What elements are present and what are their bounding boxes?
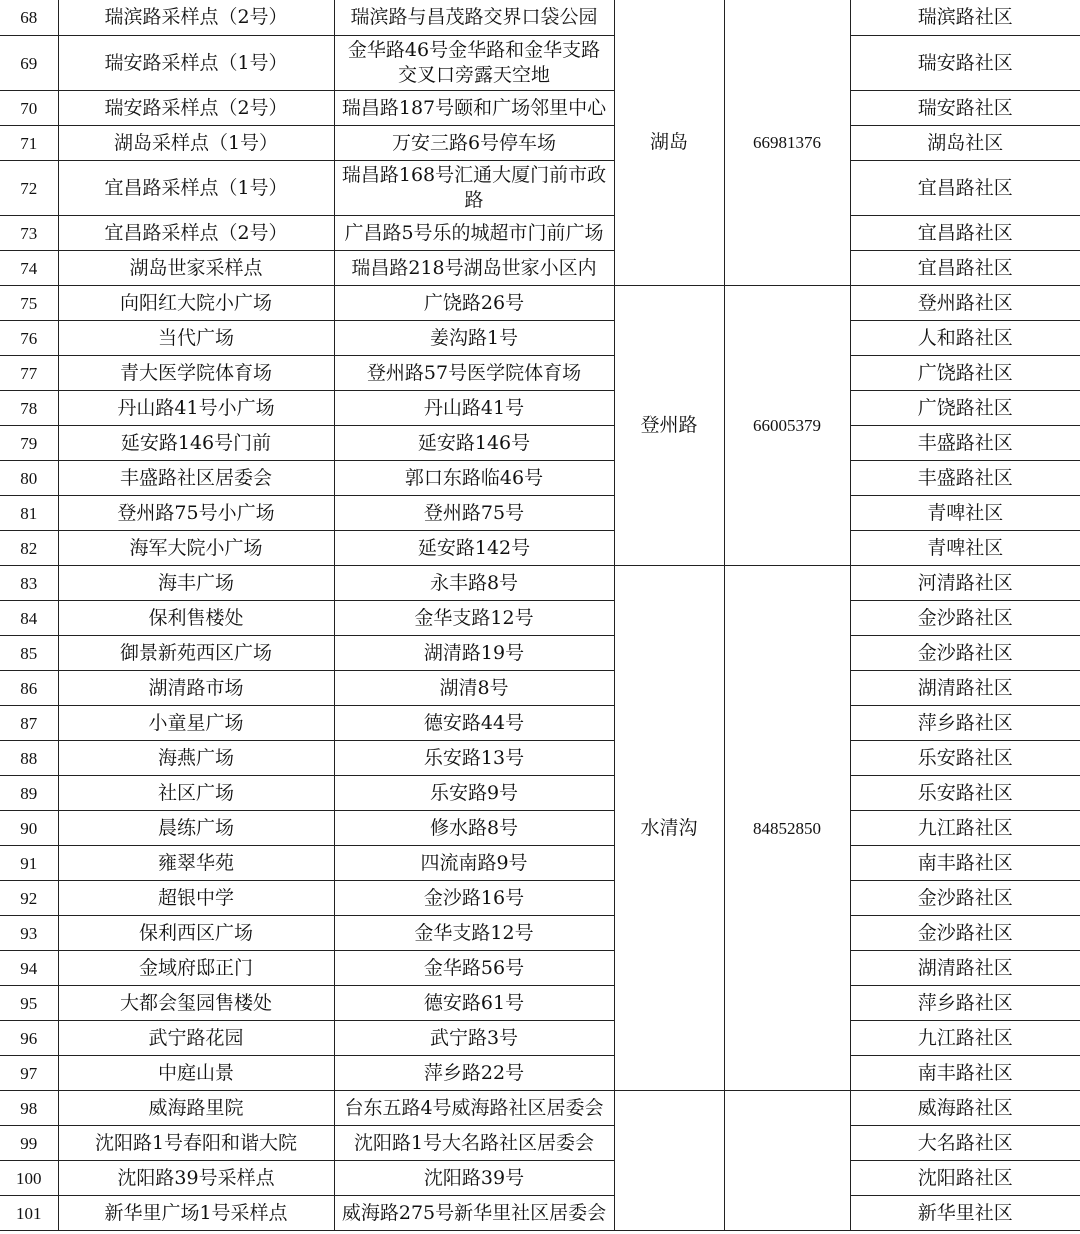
- site-name-cell: 海丰广场: [58, 566, 334, 601]
- table-row: [0, 251, 1080, 286]
- site-address-cell: 金华路46号金华路和金华支路交叉口旁露天空地: [334, 36, 614, 91]
- site-name-cell: 瑞滨路采样点（2号）: [58, 0, 334, 36]
- table-row: [0, 91, 1080, 126]
- row-number-cell: 88: [0, 741, 58, 776]
- community-cell: 丰盛路社区: [850, 426, 1080, 461]
- site-name-cell: 保利西区广场: [58, 916, 334, 951]
- site-address-cell: 登州路75号: [334, 496, 614, 531]
- table-row: [0, 986, 1080, 1021]
- community-cell: 南丰路社区: [850, 1056, 1080, 1091]
- table-row: [0, 426, 1080, 461]
- site-address-cell: 湖清路19号: [334, 636, 614, 671]
- table-row: [0, 566, 1080, 601]
- site-address-cell: 德安路61号: [334, 986, 614, 1021]
- row-number-cell: 80: [0, 461, 58, 496]
- table-row: [0, 1091, 1080, 1126]
- community-cell: 瑞安路社区: [850, 36, 1080, 91]
- table-row: [0, 286, 1080, 321]
- row-number-cell: 77: [0, 356, 58, 391]
- table-row: [0, 1056, 1080, 1091]
- table-row: [0, 881, 1080, 916]
- community-cell: 金沙路社区: [850, 636, 1080, 671]
- table-row: [0, 356, 1080, 391]
- site-address-cell: 瑞昌路218号湖岛世家小区内: [334, 251, 614, 286]
- street-cell: 湖岛: [614, 0, 724, 286]
- table-row: [0, 1126, 1080, 1161]
- row-number-cell: 92: [0, 881, 58, 916]
- row-number-cell: 84: [0, 601, 58, 636]
- site-address-cell: 沈阳路1号大名路社区居委会: [334, 1126, 614, 1161]
- community-cell: 九江路社区: [850, 1021, 1080, 1056]
- community-cell: 广饶路社区: [850, 356, 1080, 391]
- row-number-cell: 90: [0, 811, 58, 846]
- site-address-cell: 金华支路12号: [334, 601, 614, 636]
- table-row: [0, 1161, 1080, 1196]
- community-cell: 南丰路社区: [850, 846, 1080, 881]
- table-row: [0, 741, 1080, 776]
- phone-cell: 66005379: [724, 286, 850, 566]
- site-address-cell: 金华路56号: [334, 951, 614, 986]
- site-address-cell: 万安三路6号停车场: [334, 126, 614, 161]
- site-name-cell: 青大医学院体育场: [58, 356, 334, 391]
- community-cell: 广饶路社区: [850, 391, 1080, 426]
- site-name-cell: 当代广场: [58, 321, 334, 356]
- row-number-cell: 83: [0, 566, 58, 601]
- site-address-cell: 丹山路41号: [334, 391, 614, 426]
- row-number-cell: 91: [0, 846, 58, 881]
- site-name-cell: 大都会玺园售楼处: [58, 986, 334, 1021]
- table-row: [0, 321, 1080, 356]
- table-row: [0, 1196, 1080, 1231]
- table-row: [0, 601, 1080, 636]
- community-cell: 湖岛社区: [850, 126, 1080, 161]
- table-row: [0, 531, 1080, 566]
- table-row: [0, 161, 1080, 216]
- table-row: [0, 846, 1080, 881]
- table-row: [0, 461, 1080, 496]
- table-row: [0, 391, 1080, 426]
- community-cell: 宜昌路社区: [850, 251, 1080, 286]
- community-cell: 金沙路社区: [850, 601, 1080, 636]
- row-number-cell: 68: [0, 0, 58, 36]
- site-name-cell: 湖岛采样点（1号）: [58, 126, 334, 161]
- table-row: [0, 636, 1080, 671]
- community-cell: 登州路社区: [850, 286, 1080, 321]
- site-name-cell: 御景新苑西区广场: [58, 636, 334, 671]
- row-number-cell: 93: [0, 916, 58, 951]
- table-row: [0, 951, 1080, 986]
- community-cell: 湖清路社区: [850, 951, 1080, 986]
- site-address-cell: 德安路44号: [334, 706, 614, 741]
- row-number-cell: 101: [0, 1196, 58, 1231]
- row-number-cell: 89: [0, 776, 58, 811]
- site-name-cell: 瑞安路采样点（1号）: [58, 36, 334, 91]
- community-cell: 新华里社区: [850, 1196, 1080, 1231]
- site-address-cell: 金沙路16号: [334, 881, 614, 916]
- site-name-cell: 湖清路市场: [58, 671, 334, 706]
- site-address-cell: 威海路275号新华里社区居委会: [334, 1196, 614, 1231]
- site-address-cell: 郭口东路临46号: [334, 461, 614, 496]
- row-number-cell: 94: [0, 951, 58, 986]
- site-address-cell: 沈阳路39号: [334, 1161, 614, 1196]
- community-cell: 青啤社区: [850, 496, 1080, 531]
- site-address-cell: 延安路142号: [334, 531, 614, 566]
- site-name-cell: 宜昌路采样点（2号）: [58, 216, 334, 251]
- phone-cell: 84852850: [724, 566, 850, 1091]
- community-cell: 湖清路社区: [850, 671, 1080, 706]
- site-address-cell: 瑞滨路与昌茂路交界口袋公园: [334, 0, 614, 36]
- table-row: [0, 776, 1080, 811]
- community-cell: 沈阳路社区: [850, 1161, 1080, 1196]
- site-name-cell: 超银中学: [58, 881, 334, 916]
- site-address-cell: 台东五路4号威海路社区居委会: [334, 1091, 614, 1126]
- site-name-cell: 武宁路花园: [58, 1021, 334, 1056]
- row-number-cell: 99: [0, 1126, 58, 1161]
- site-address-cell: 永丰路8号: [334, 566, 614, 601]
- row-number-cell: 82: [0, 531, 58, 566]
- community-cell: 萍乡路社区: [850, 706, 1080, 741]
- site-address-cell: 广饶路26号: [334, 286, 614, 321]
- site-name-cell: 沈阳路39号采样点: [58, 1161, 334, 1196]
- community-cell: 萍乡路社区: [850, 986, 1080, 1021]
- site-name-cell: 晨练广场: [58, 811, 334, 846]
- site-name-cell: 沈阳路1号春阳和谐大院: [58, 1126, 334, 1161]
- row-number-cell: 100: [0, 1161, 58, 1196]
- table-row: [0, 916, 1080, 951]
- row-number-cell: 69: [0, 36, 58, 91]
- row-number-cell: 98: [0, 1091, 58, 1126]
- community-cell: 丰盛路社区: [850, 461, 1080, 496]
- site-name-cell: 小童星广场: [58, 706, 334, 741]
- row-number-cell: 78: [0, 391, 58, 426]
- site-name-cell: 湖岛世家采样点: [58, 251, 334, 286]
- site-address-cell: 瑞昌路187号颐和广场邻里中心: [334, 91, 614, 126]
- community-cell: 青啤社区: [850, 531, 1080, 566]
- site-name-cell: 宜昌路采样点（1号）: [58, 161, 334, 216]
- street-cell: 登州路: [614, 286, 724, 566]
- row-number-cell: 70: [0, 91, 58, 126]
- site-address-cell: 萍乡路22号: [334, 1056, 614, 1091]
- row-number-cell: 71: [0, 126, 58, 161]
- community-cell: 乐安路社区: [850, 776, 1080, 811]
- community-cell: 大名路社区: [850, 1126, 1080, 1161]
- phone-cell: [724, 1091, 850, 1231]
- community-cell: 宜昌路社区: [850, 216, 1080, 251]
- table-row: [0, 496, 1080, 531]
- row-number-cell: 96: [0, 1021, 58, 1056]
- community-cell: 瑞滨路社区: [850, 0, 1080, 36]
- table-row: [0, 0, 1080, 36]
- site-name-cell: 登州路75号小广场: [58, 496, 334, 531]
- site-name-cell: 威海路里院: [58, 1091, 334, 1126]
- site-name-cell: 新华里广场1号采样点: [58, 1196, 334, 1231]
- site-address-cell: 湖清8号: [334, 671, 614, 706]
- row-number-cell: 95: [0, 986, 58, 1021]
- site-address-cell: 四流南路9号: [334, 846, 614, 881]
- community-cell: 宜昌路社区: [850, 161, 1080, 216]
- table-row: [0, 671, 1080, 706]
- site-address-cell: 瑞昌路168号汇通大厦门前市政路: [334, 161, 614, 216]
- site-address-cell: 登州路57号医学院体育场: [334, 356, 614, 391]
- table-row: [0, 216, 1080, 251]
- site-name-cell: 向阳红大院小广场: [58, 286, 334, 321]
- site-name-cell: 社区广场: [58, 776, 334, 811]
- row-number-cell: 73: [0, 216, 58, 251]
- community-cell: 人和路社区: [850, 321, 1080, 356]
- row-number-cell: 85: [0, 636, 58, 671]
- street-cell: 水清沟: [614, 566, 724, 1091]
- site-name-cell: 海燕广场: [58, 741, 334, 776]
- row-number-cell: 97: [0, 1056, 58, 1091]
- community-cell: 河清路社区: [850, 566, 1080, 601]
- row-number-cell: 76: [0, 321, 58, 356]
- community-cell: 威海路社区: [850, 1091, 1080, 1126]
- site-address-cell: 乐安路13号: [334, 741, 614, 776]
- table-row: [0, 126, 1080, 161]
- site-address-cell: 姜沟路1号: [334, 321, 614, 356]
- row-number-cell: 81: [0, 496, 58, 531]
- community-cell: 乐安路社区: [850, 741, 1080, 776]
- site-address-cell: 修水路8号: [334, 811, 614, 846]
- site-address-cell: 广昌路5号乐的城超市门前广场: [334, 216, 614, 251]
- site-address-cell: 延安路146号: [334, 426, 614, 461]
- row-number-cell: 79: [0, 426, 58, 461]
- community-cell: 金沙路社区: [850, 881, 1080, 916]
- community-cell: 九江路社区: [850, 811, 1080, 846]
- row-number-cell: 87: [0, 706, 58, 741]
- site-address-cell: 金华支路12号: [334, 916, 614, 951]
- row-number-cell: 74: [0, 251, 58, 286]
- row-number-cell: 86: [0, 671, 58, 706]
- row-number-cell: 75: [0, 286, 58, 321]
- site-address-cell: 乐安路9号: [334, 776, 614, 811]
- site-name-cell: 中庭山景: [58, 1056, 334, 1091]
- row-number-cell: 72: [0, 161, 58, 216]
- community-cell: 金沙路社区: [850, 916, 1080, 951]
- phone-cell: 66981376: [724, 0, 850, 286]
- community-cell: 瑞安路社区: [850, 91, 1080, 126]
- table-row: [0, 1021, 1080, 1056]
- site-name-cell: 雍翠华苑: [58, 846, 334, 881]
- site-name-cell: 保利售楼处: [58, 601, 334, 636]
- site-name-cell: 金域府邸正门: [58, 951, 334, 986]
- site-name-cell: 延安路146号门前: [58, 426, 334, 461]
- table-row: [0, 706, 1080, 741]
- site-name-cell: 瑞安路采样点（2号）: [58, 91, 334, 126]
- table-row: [0, 811, 1080, 846]
- site-name-cell: 海军大院小广场: [58, 531, 334, 566]
- table-row: [0, 36, 1080, 91]
- site-name-cell: 丹山路41号小广场: [58, 391, 334, 426]
- street-cell: [614, 1091, 724, 1231]
- site-address-cell: 武宁路3号: [334, 1021, 614, 1056]
- site-name-cell: 丰盛路社区居委会: [58, 461, 334, 496]
